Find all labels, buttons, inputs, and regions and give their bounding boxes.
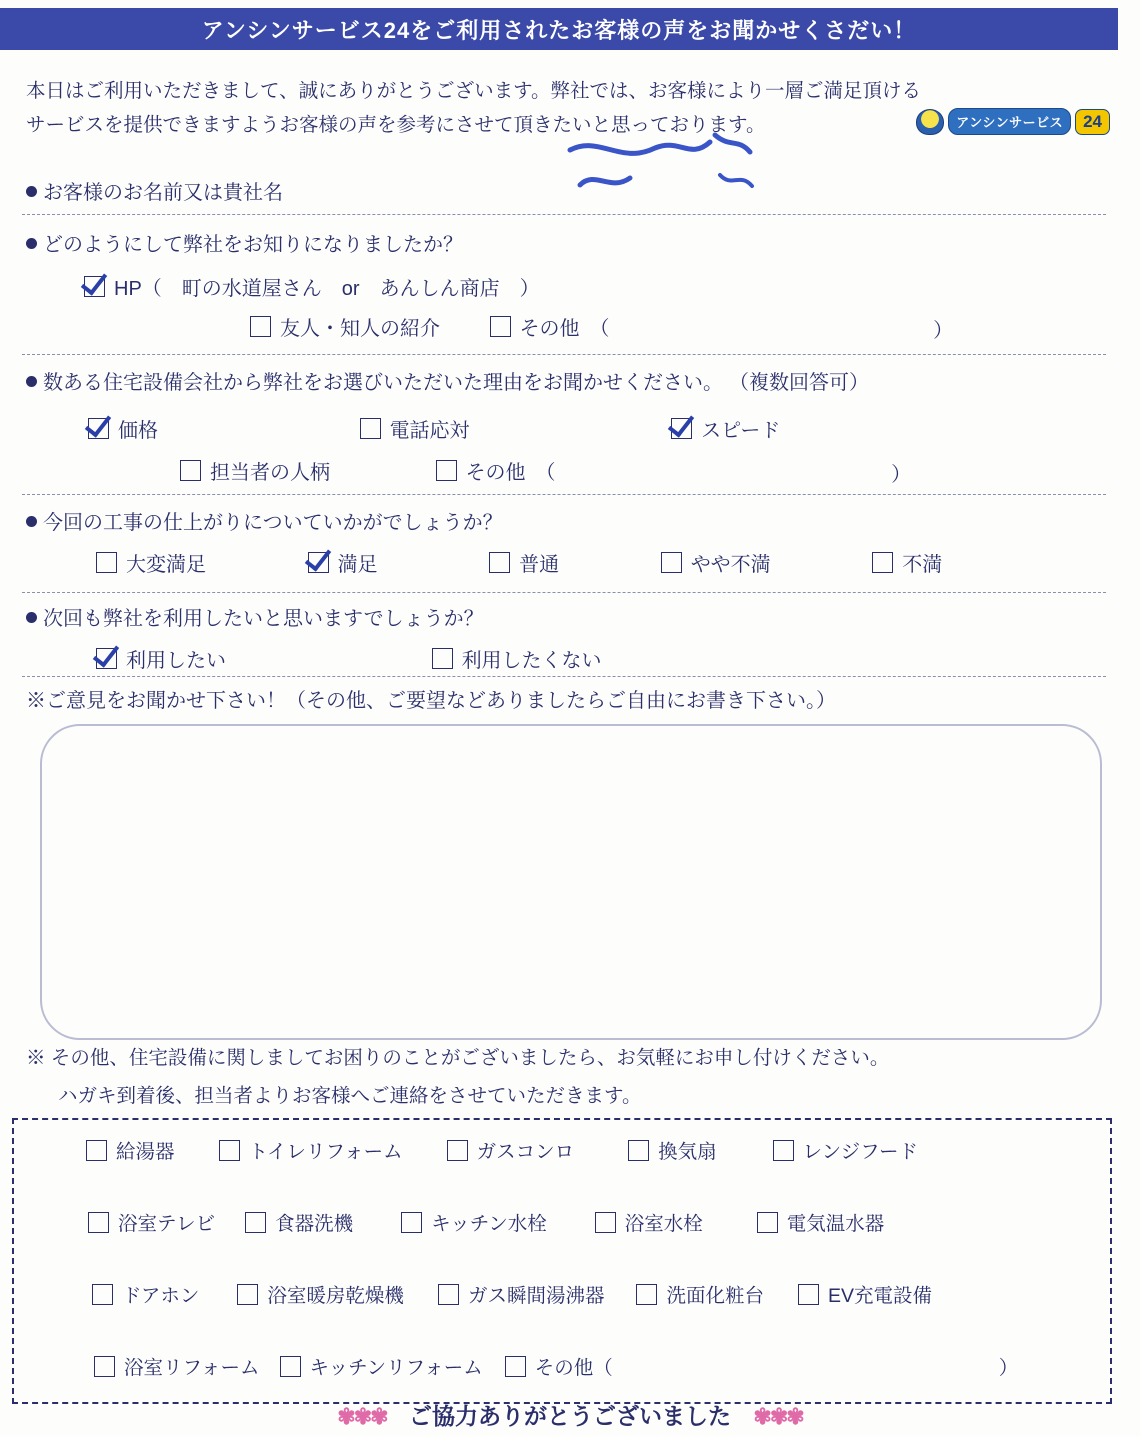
option-price[interactable] bbox=[88, 414, 158, 443]
checkbox-dissatisfied[interactable] bbox=[872, 552, 893, 573]
services-checklist-box bbox=[12, 1118, 1112, 1404]
checkbox-gas-stove[interactable] bbox=[447, 1140, 468, 1161]
bullet-icon bbox=[26, 186, 37, 197]
service-bathroom-tv[interactable] bbox=[88, 1208, 215, 1236]
option-normal[interactable] bbox=[489, 548, 559, 577]
flower-right-icon: ✾✾✾ bbox=[753, 1404, 803, 1429]
intro-line-2: サービスを提供できますようお客様の声を参考にさせて頂きたいと思っております。 bbox=[26, 114, 766, 136]
services-note-line-2: ハガキ到着後、担当者よりお客様へご連絡をさせていただきます。 bbox=[58, 1085, 642, 1107]
question-how-known-label: どのようにして弊社をお知りになりましたか？ bbox=[43, 234, 463, 256]
banner-title: アンシンサービス24をご利用されたお客様の声をお聞かせくさだい！ bbox=[201, 17, 917, 43]
option-phone-support-label: 電話応対 bbox=[389, 420, 470, 442]
service-toilet-reform-label: トイレリフォーム bbox=[248, 1141, 403, 1163]
option-very-satisfied-label: 大変満足 bbox=[126, 554, 206, 576]
option-will-not-use-again[interactable] bbox=[432, 644, 602, 673]
checkbox-electric-water-heater[interactable] bbox=[757, 1212, 778, 1233]
checkbox-hp[interactable] bbox=[84, 276, 105, 297]
option-other-how-known-close: ） bbox=[933, 320, 954, 342]
service-dishwasher-label: 食器洗機 bbox=[275, 1213, 354, 1235]
service-other-close-label: ） bbox=[998, 1357, 1019, 1379]
service-instant-gas-heater-label: ガス瞬間湯沸器 bbox=[467, 1285, 605, 1307]
service-ventilation-fan[interactable] bbox=[628, 1136, 717, 1164]
checkbox-ev-charger[interactable] bbox=[798, 1284, 819, 1305]
option-price-label: 価格 bbox=[118, 420, 158, 442]
option-row-reuse bbox=[96, 644, 1140, 675]
option-row-reason-1 bbox=[88, 414, 1140, 445]
option-other-how-known-label: その他 （ bbox=[519, 318, 610, 340]
service-door-phone-label: ドアホン bbox=[122, 1285, 200, 1307]
services-row-1 bbox=[14, 1136, 1140, 1164]
option-hp-label: HP（ 町の水道屋さん or あんしん商店 ） bbox=[114, 278, 540, 300]
service-bathroom-reform-label: 浴室リフォーム bbox=[124, 1357, 260, 1379]
intro-paragraph bbox=[26, 74, 1046, 142]
option-row-finish bbox=[96, 548, 1140, 579]
service-kitchen-reform-label: キッチンリフォーム bbox=[309, 1357, 483, 1379]
comment-prompt: ※ご意見をお聞かせ下さい！（その他、ご要望などありましたらご自由にお書き下さい。） bbox=[26, 690, 836, 712]
divider-3 bbox=[22, 494, 1106, 495]
option-dissatisfied-label: 不満 bbox=[902, 554, 943, 576]
footer-thanks bbox=[0, 1398, 1140, 1431]
mascot-icon bbox=[916, 109, 944, 135]
option-will-use-again-label: 利用したい bbox=[126, 650, 226, 672]
option-other-reason-close: ） bbox=[891, 464, 912, 486]
option-slightly-dissatisfied-label: やや不満 bbox=[690, 554, 771, 576]
option-very-satisfied[interactable] bbox=[96, 548, 206, 577]
option-row-reason-2 bbox=[180, 456, 1140, 487]
service-bathroom-dryer[interactable] bbox=[237, 1280, 404, 1308]
question-reason-label: 数ある住宅設備会社から弊社をお選びいただいた理由をお聞かせください。 bbox=[43, 372, 723, 394]
service-other-close bbox=[999, 1352, 1019, 1380]
service-gas-stove[interactable] bbox=[447, 1136, 575, 1164]
checkbox-range-hood[interactable] bbox=[773, 1140, 794, 1161]
question-reason-note: （複数回答可） bbox=[729, 372, 869, 394]
question-customer-name-label: お客様のお名前又は貴社名 bbox=[43, 182, 283, 204]
service-electric-water-heater-label: 電気温水器 bbox=[786, 1213, 885, 1235]
service-bathroom-faucet-label: 浴室水栓 bbox=[624, 1213, 703, 1235]
checkbox-price[interactable] bbox=[88, 418, 109, 439]
checkbox-water-heater[interactable] bbox=[86, 1140, 107, 1161]
checkbox-vanity[interactable] bbox=[636, 1284, 657, 1305]
service-kitchen-faucet-label: キッチン水栓 bbox=[431, 1213, 547, 1235]
option-normal-label: 普通 bbox=[519, 554, 560, 576]
service-toilet-reform[interactable] bbox=[219, 1136, 403, 1164]
option-satisfied[interactable] bbox=[308, 548, 378, 577]
option-will-use-again[interactable] bbox=[96, 644, 226, 673]
question-how-known bbox=[26, 228, 1096, 257]
checkbox-will-use-again[interactable] bbox=[96, 648, 117, 669]
service-electric-water-heater[interactable] bbox=[757, 1208, 885, 1236]
checkbox-bathroom-reform[interactable] bbox=[94, 1356, 115, 1377]
service-instant-gas-heater[interactable] bbox=[438, 1280, 605, 1308]
service-range-hood[interactable] bbox=[773, 1136, 918, 1164]
option-friend-referral-label: 友人・知人の紹介 bbox=[280, 318, 440, 340]
question-finish bbox=[26, 506, 1096, 535]
option-friend-referral[interactable] bbox=[250, 312, 440, 341]
checkbox-phone-support[interactable] bbox=[360, 418, 381, 439]
header-banner bbox=[0, 8, 1118, 50]
checkbox-friend-referral[interactable] bbox=[250, 316, 271, 337]
checkbox-other-how-known[interactable] bbox=[490, 316, 511, 337]
option-phone-support[interactable] bbox=[360, 414, 470, 443]
checkbox-door-phone[interactable] bbox=[92, 1284, 113, 1305]
service-bathroom-faucet[interactable] bbox=[595, 1208, 703, 1236]
service-kitchen-reform[interactable] bbox=[280, 1352, 483, 1380]
service-ev-charger[interactable] bbox=[798, 1280, 932, 1308]
services-note-line-1: ※ その他、住宅設備に関しましてお困りのことがございましたら、お気軽にお申し付けください。 bbox=[26, 1047, 890, 1069]
services-row-2 bbox=[14, 1208, 1140, 1236]
question-reuse-label: 次回も弊社を利用したいと思いますでしょうか？ bbox=[43, 608, 484, 630]
services-row-3 bbox=[14, 1280, 1140, 1308]
footer-thanks-text: ご協力ありがとうございました bbox=[409, 1403, 731, 1429]
checkbox-satisfied[interactable] bbox=[308, 552, 329, 573]
checkbox-bathroom-tv[interactable] bbox=[88, 1212, 109, 1233]
service-other[interactable] bbox=[505, 1352, 613, 1380]
checkbox-other-service[interactable] bbox=[505, 1356, 526, 1377]
divider-1 bbox=[22, 214, 1106, 215]
option-staff-personality[interactable] bbox=[180, 456, 330, 485]
option-other-reason[interactable] bbox=[436, 456, 556, 485]
checkbox-speed[interactable] bbox=[671, 418, 692, 439]
services-row-4 bbox=[14, 1352, 1140, 1380]
service-door-phone[interactable] bbox=[92, 1280, 199, 1308]
bullet-icon bbox=[26, 516, 37, 527]
option-other-reason-label: その他 （ bbox=[465, 462, 556, 484]
checkbox-staff-personality[interactable] bbox=[180, 460, 201, 481]
checkbox-other-reason[interactable] bbox=[436, 460, 457, 481]
checkbox-very-satisfied[interactable] bbox=[96, 552, 117, 573]
checkbox-ventilation-fan[interactable] bbox=[628, 1140, 649, 1161]
service-bathroom-reform[interactable] bbox=[94, 1352, 260, 1380]
option-speed[interactable] bbox=[671, 414, 780, 443]
checkbox-slightly-dissatisfied[interactable] bbox=[661, 552, 682, 573]
divider-4 bbox=[22, 592, 1106, 593]
option-other-how-known[interactable] bbox=[490, 312, 610, 341]
option-staff-personality-label: 担当者の人柄 bbox=[210, 462, 330, 484]
checkbox-bathroom-dryer[interactable] bbox=[237, 1284, 258, 1305]
checkbox-instant-gas-heater[interactable] bbox=[438, 1284, 459, 1305]
checkbox-toilet-reform[interactable] bbox=[219, 1140, 240, 1161]
bullet-icon bbox=[26, 612, 37, 623]
bullet-icon bbox=[26, 238, 37, 249]
checkbox-kitchen-reform[interactable] bbox=[280, 1356, 301, 1377]
service-water-heater-label: 給湯器 bbox=[116, 1141, 175, 1163]
option-satisfied-label: 満足 bbox=[337, 554, 378, 576]
checkbox-bathroom-faucet[interactable] bbox=[595, 1212, 616, 1233]
service-bathroom-dryer-label: 浴室暖房乾燥機 bbox=[267, 1285, 404, 1307]
logo-name-label: アンシンサービス bbox=[948, 108, 1071, 135]
intro-line-1: 本日はご利用いただきまして、誠にありがとうございます。弊社では、お客様により一層ご満足頂ける bbox=[26, 80, 922, 102]
option-row-referral bbox=[250, 312, 1140, 343]
checkbox-normal[interactable] bbox=[489, 552, 510, 573]
option-row-hp bbox=[84, 272, 1140, 303]
bullet-icon bbox=[26, 376, 37, 387]
option-will-not-use-again-label: 利用したくない bbox=[461, 650, 602, 672]
checkbox-will-not-use-again[interactable] bbox=[432, 648, 453, 669]
service-dishwasher[interactable] bbox=[245, 1208, 353, 1236]
option-speed-label: スピード bbox=[701, 420, 781, 442]
service-vanity[interactable] bbox=[636, 1280, 764, 1308]
service-kitchen-faucet[interactable] bbox=[401, 1208, 547, 1236]
question-reason bbox=[26, 366, 1096, 395]
service-ev-charger-label: EV充電設備 bbox=[827, 1285, 932, 1307]
service-vanity-label: 洗面化粧台 bbox=[666, 1285, 764, 1307]
checkbox-dishwasher[interactable] bbox=[245, 1212, 266, 1233]
service-water-heater[interactable] bbox=[86, 1136, 175, 1164]
company-logo bbox=[916, 108, 1110, 135]
service-gas-stove-label: ガスコンロ bbox=[476, 1141, 575, 1163]
question-customer-name bbox=[26, 176, 1096, 205]
service-other-label: その他（ bbox=[534, 1357, 613, 1379]
flower-left-icon: ✾✾✾ bbox=[337, 1404, 387, 1429]
divider-2 bbox=[22, 354, 1106, 355]
logo-24-badge: 24 bbox=[1075, 109, 1110, 135]
option-slightly-dissatisfied[interactable] bbox=[661, 548, 771, 577]
question-finish-label: 今回の工事の仕上がりについていかがでしょうか？ bbox=[43, 512, 503, 534]
comment-textarea[interactable] bbox=[40, 724, 1102, 1040]
checkbox-kitchen-faucet[interactable] bbox=[401, 1212, 422, 1233]
divider-5 bbox=[22, 676, 1106, 677]
option-dissatisfied[interactable] bbox=[872, 548, 942, 577]
option-hp[interactable] bbox=[84, 272, 540, 301]
service-bathroom-tv-label: 浴室テレビ bbox=[118, 1213, 216, 1235]
service-ventilation-fan-label: 換気扇 bbox=[658, 1141, 717, 1163]
service-range-hood-label: レンジフード bbox=[802, 1141, 919, 1163]
question-reuse bbox=[26, 602, 1096, 631]
